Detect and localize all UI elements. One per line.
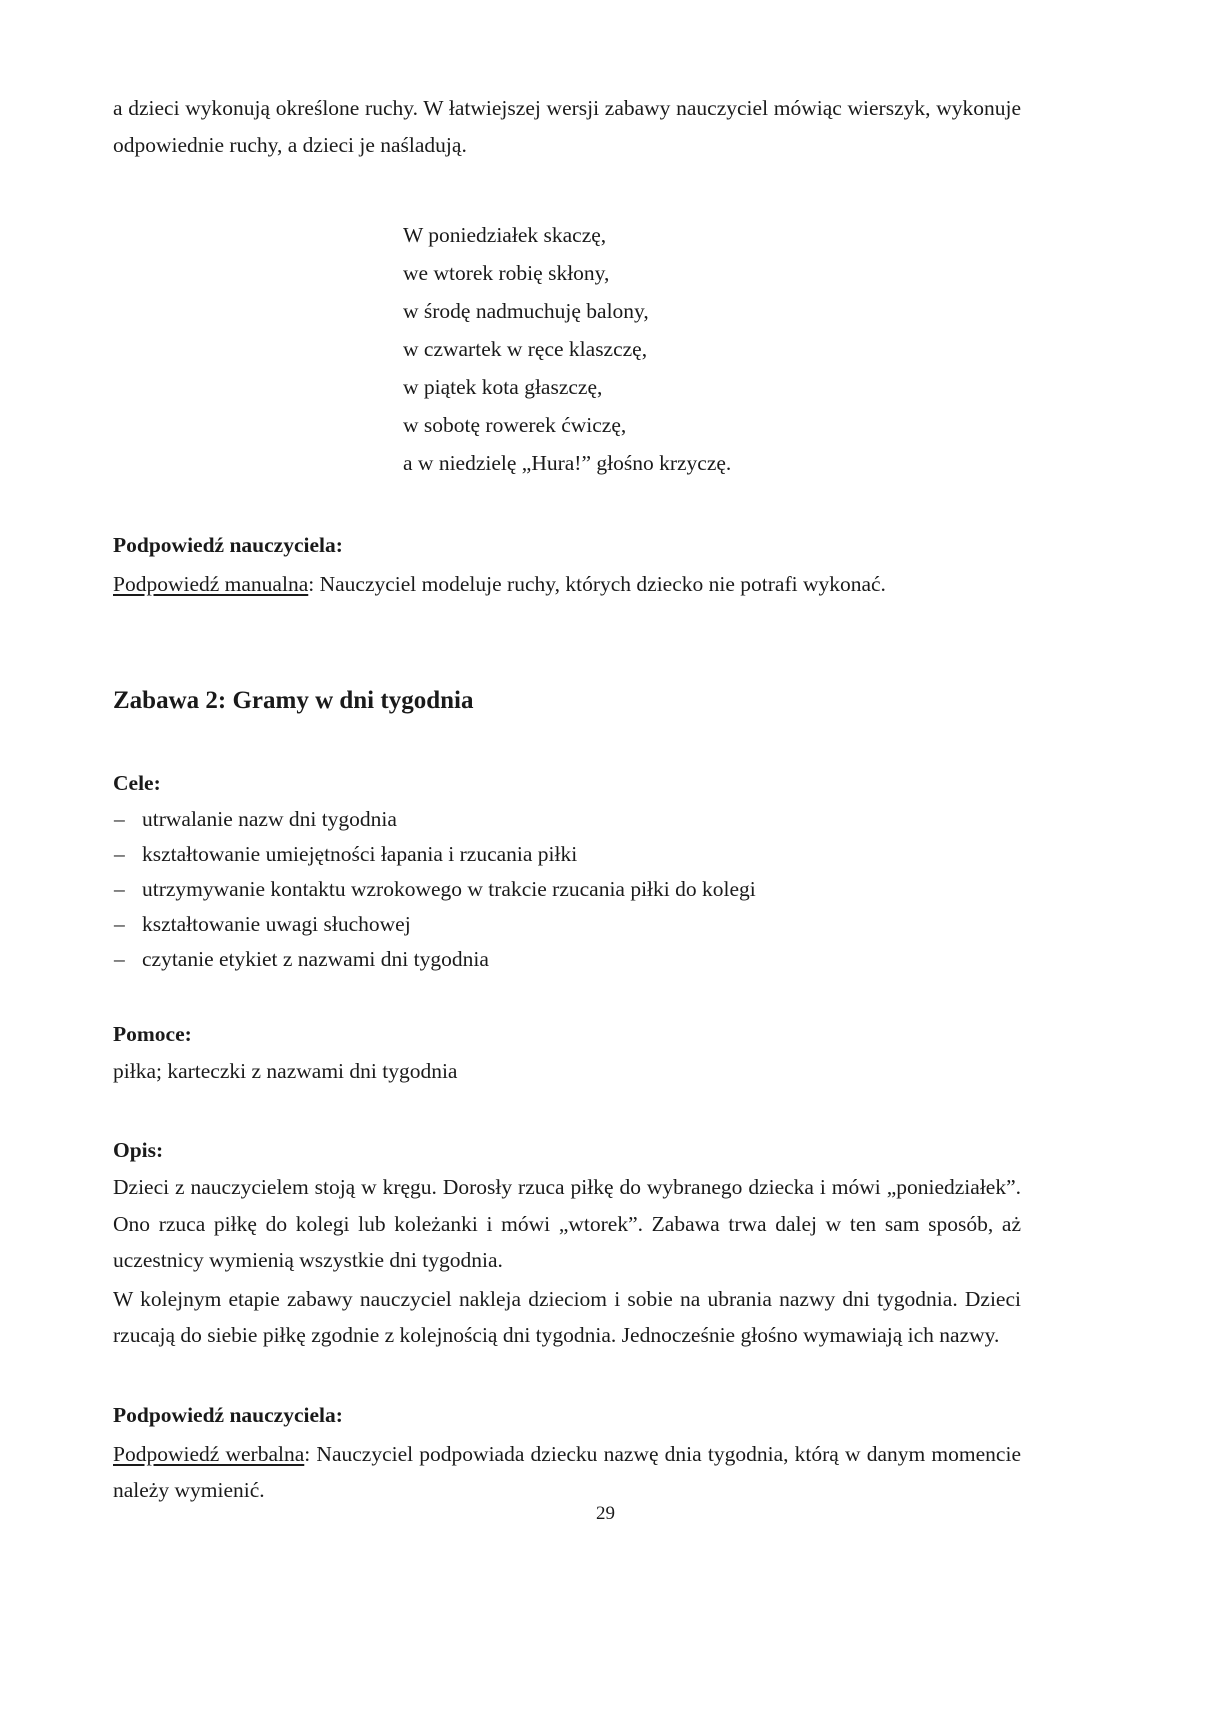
poem-block: [113, 216, 1021, 482]
poem-line: w środę nadmuchuję balony,: [403, 299, 649, 323]
list-item-label: kształtowanie umiejętności łapania i rzucania piłki: [142, 842, 578, 866]
bullet-dash-icon: –: [114, 912, 125, 936]
list-item-label: utrwalanie nazw dni tygodnia: [142, 807, 397, 831]
materials-heading: Pomoce:: [113, 1022, 192, 1046]
hint-body: : Nauczyciel modeluje ruchy, których dziecko nie potrafi wykonać.: [308, 572, 886, 596]
hint-type-label: Podpowiedź manualna: [113, 572, 309, 596]
bullet-dash-icon: –: [114, 807, 125, 831]
materials-text: piłka; karteczki z nazwami dni tygodnia: [113, 1059, 458, 1083]
poem-line: w czwartek w ręce klaszczę,: [403, 337, 648, 361]
poem-line: W poniedziałek skaczę,: [403, 223, 607, 247]
description-section: [113, 1133, 1021, 1354]
teacher-hint-heading: Podpowiedź nauczyciela:: [113, 533, 343, 557]
poem-line: a w niedzielę „Hura!” głośno krzyczę.: [403, 451, 732, 475]
goals-heading: Cele:: [113, 771, 161, 795]
description-paragraph-1: Dzieci z nauczycielem stoją w kręgu. Dorosły rzuca piłkę do wybranego dziecka i mówi „poniedziałek”. Ono rzuca piłkę do kolegi lub koleżanki i mówi „wtorek”. Zabawa trwa dalej w ten sam sposób, aż uczestnicy wymienią wszystkie dni tygodnia.: [113, 1175, 1021, 1272]
page-content: [113, 90, 1021, 1508]
section-title: Zabawa 2: Gramy w dni tygodnia: [113, 687, 474, 714]
teacher-hint-heading: Podpowiedź nauczyciela:: [113, 1402, 343, 1427]
goals-section: [113, 766, 1021, 977]
bullet-dash-icon: –: [114, 877, 125, 901]
poem-line: w sobotę rowerek ćwiczę,: [403, 413, 627, 437]
list-item: [113, 802, 1021, 837]
bullet-dash-icon: –: [114, 842, 125, 866]
list-item: [113, 942, 1021, 977]
hint-body: : Nauczyciel podpowiada dziecku nazwę dnia tygodnia, którą w danym momencie należy wymienić.: [113, 1441, 1021, 1502]
teacher-hint-text: [113, 566, 1021, 602]
list-item-label: kształtowanie uwagi słuchowej: [142, 912, 411, 936]
teacher-hint-section-2: [113, 1398, 1021, 1508]
poem-line: w piątek kota głaszczę,: [403, 375, 603, 399]
teacher-hint-section-1: [113, 528, 1021, 602]
page-number: 29: [596, 1503, 615, 1524]
list-item: [113, 872, 1021, 907]
intro-paragraph: a dzieci wykonują określone ruchy. W łatwiejszej wersji zabawy nauczyciel mówiąc wierszyk, wykonuje odpowiednie ruchy, a dzieci je naśladują.: [113, 96, 1021, 157]
list-item: [113, 837, 1021, 872]
hint-type-label: Podpowiedź werbalna: [113, 1441, 305, 1466]
materials-section: [113, 1017, 1021, 1089]
bullet-dash-icon: –: [114, 947, 125, 971]
description-heading: Opis:: [113, 1138, 164, 1162]
poem-line: we wtorek robię skłony,: [403, 261, 610, 285]
list-item: [113, 907, 1021, 942]
list-item-label: utrzymywanie kontaktu wzrokowego w trakcie rzucania piłki do kolegi: [142, 877, 756, 901]
list-item-label: czytanie etykiet z nazwami dni tygodnia: [142, 947, 489, 971]
description-paragraph-2: W kolejnym etapie zabawy nauczyciel nakleja dzieciom i sobie na ubrania nazwy dni tygodnia. Dzieci rzucają do siebie piłkę zgodnie z kolejnością dni tygodnia. Jednocześnie głośno wymawiają ich nazwy.: [113, 1286, 1021, 1347]
goals-list: [113, 802, 1021, 977]
